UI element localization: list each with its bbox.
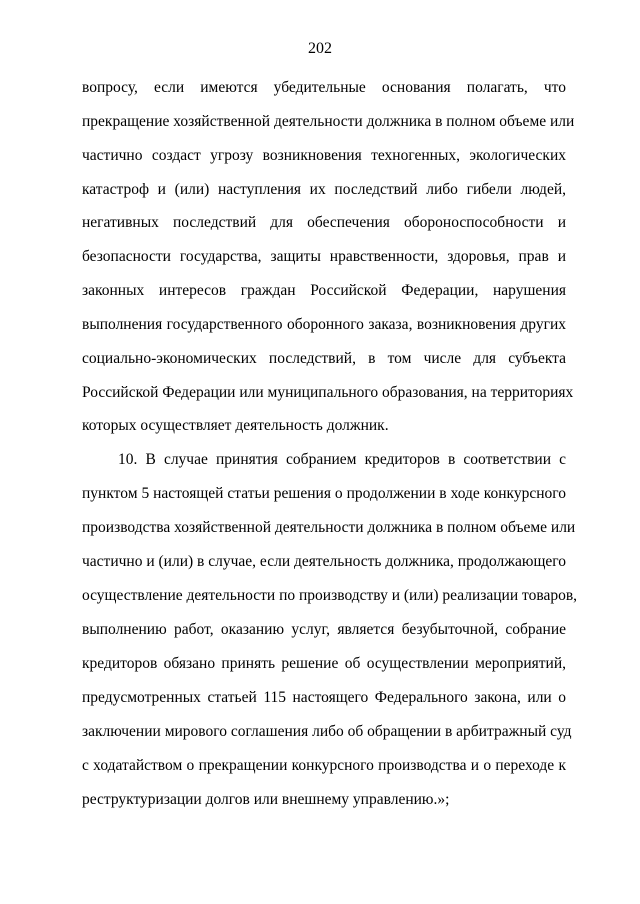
text-line: безопасности государства, защиты нравственности, здоровья, прав и — [82, 248, 566, 265]
text-line: частично создаст угрозу возникновения техногенных, экологических — [82, 147, 566, 164]
text-line: социально-экономических последствий, в том числе для субъекта — [82, 350, 566, 367]
text-line: с ходатайством о прекращении конкурсного производства и о переходе к — [82, 757, 566, 774]
page-number: 202 — [308, 40, 332, 57]
text-line: производства хозяйственной деятельности должника в полном объеме или — [82, 519, 576, 536]
text-line: катастроф и (или) наступления их последствий либо гибели людей, — [82, 181, 566, 198]
text-line: осуществление деятельности по производству и (или) реализации товаров, — [82, 587, 578, 604]
text-line: заключении мирового соглашения либо об обращении в арбитражный суд — [82, 723, 572, 740]
text-line: реструктуризации долгов или внешнему управлению.»; — [82, 791, 450, 808]
text-line: предусмотренных статьей 115 настоящего Федерального закона, или о — [82, 689, 566, 706]
text-line: негативных последствий для обеспечения обороноспособности и — [82, 214, 566, 231]
text-line: Российской Федерации или муниципального образования, на территориях — [82, 384, 574, 401]
text-line: пунктом 5 настоящей статьи решения о продолжении в ходе конкурсного — [82, 485, 566, 502]
paragraph-start-line: 10. В случае принятия собранием кредиторов в соответствии с — [118, 451, 566, 468]
text-line: которых осуществляет деятельность должник. — [82, 417, 389, 434]
text-line: законных интересов граждан Российской Федерации, нарушения — [82, 282, 566, 299]
text-line: выполнения государственного оборонного заказа, возникновения других — [82, 316, 566, 333]
text-line: выполнению работ, оказанию услуг, является безубыточной, собрание — [82, 621, 566, 638]
text-line: вопросу, если имеются убедительные основания полагать, что — [82, 79, 566, 96]
text-line: частично и (или) в случае, если деятельность должника, продолжающего — [82, 553, 566, 570]
text-line: прекращение хозяйственной деятельности должника в полном объеме или — [82, 113, 575, 130]
text-line: кредиторов обязано принять решение об осуществлении мероприятий, — [82, 655, 566, 672]
